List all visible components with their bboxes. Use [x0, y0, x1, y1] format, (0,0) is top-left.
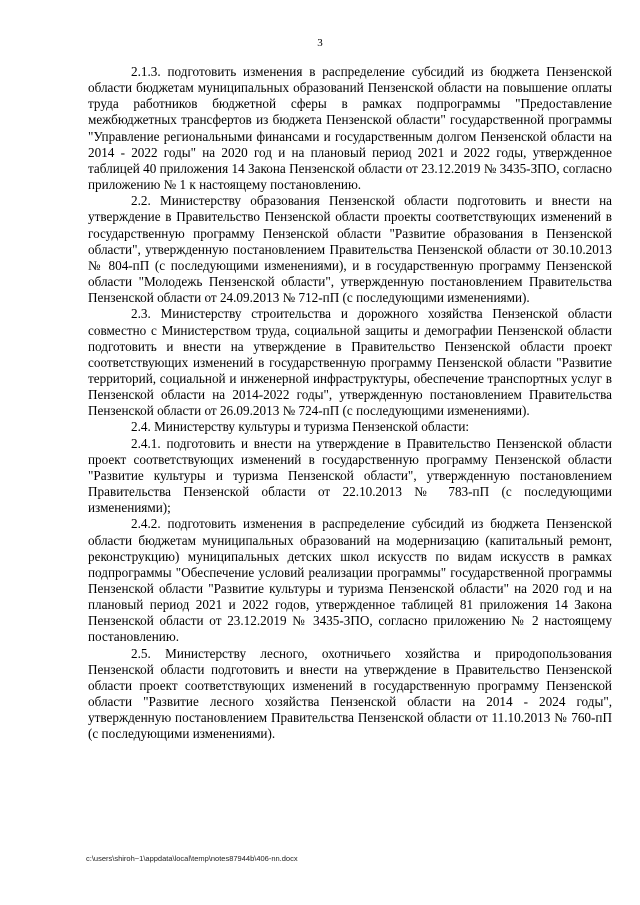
paragraph-2-3: 2.3. Министерству строительства и дорожного хозяйства Пензенской области совместно с Министерством труда, социальной защиты и демографии Пензенской области подготовить и внести на утверждение в Правительство Пензенской области проект соответствующих изменений в государственную программу Пензенской области "Развитие территорий, социальной и инженерной инфраструктуры, обеспечение транспортных услуг в Пензенской области на 2014-2022 годы", утвержденную постановлением Правительства Пензенской области от 26.09.2013 № 724-пП (с последующими изменениями).	[88, 306, 612, 419]
paragraph-2-1-3: 2.1.3. подготовить изменения в распределение субсидий из бюджета Пензенской области бюджетам муниципальных образований Пензенской области на повышение оплаты труда работников бюджетной сферы в рамках подпрограммы "Предоставление межбюджетных трансфертов из бюджета Пензенской области" государственной программы "Управление региональными финансами и государственным долгом Пензенской области на 2014 - 2022 годы" на 2020 год и на плановый период 2021 и 2022 годы, утвержденное таблицей 40 приложения 14 Закона Пензенской области от 23.12.2019 № 3435-ЗПО, согласно приложению № 1 к настоящему постановлению.	[88, 64, 612, 193]
paragraph-2-5: 2.5. Министерству лесного, охотничьего хозяйства и природопользования Пензенской области подготовить и внести на утверждение в Правительство Пензенской области проект соответствующих изменений в государственную программу Пензенской области "Развитие лесного хозяйства Пензенской области на 2014 - 2024 годы", утвержденную постановлением Правительства Пензенской области от 11.10.2013 № 760-пП (с последующими изменениями).	[88, 645, 612, 742]
paragraph-2-2: 2.2. Министерству образования Пензенской области подготовить и внести на утверждение в Правительство Пензенской области проекты соответствующих изменений в государственную программу Пензенской области "Развитие образования в Пензенской области", утвержденную постановлением Правительства Пензенской области от 30.10.2013 № 804-пП (с последующими изменениями), и в государственную программу Пензенской области "Молодежь Пензенской области", утвержденную постановлением Правительства Пензенской области от 24.09.2013 № 712-пП (с последующими изменениями).	[88, 193, 612, 306]
footer-file-path: c:\users\shiroh~1\appdata\local\temp\notes87944b\406-nn.docx	[86, 854, 298, 863]
paragraph-2-4: 2.4. Министерству культуры и туризма Пензенской области:	[131, 419, 470, 435]
paragraph-2-4-2: 2.4.2. подготовить изменения в распределение субсидий из бюджета Пензенской области бюджетам муниципальных образований на модернизацию (капитальный ремонт, реконструкцию) муниципальных детских школ искусств по видам искусств в рамках подпрограммы "Обеспечение условий реализации программы" государственной программы Пензенской области "Развитие культуры и туризма Пензенской области" на 2020 год и на плановый период 2021 и 2022 годов, утвержденное таблицей 81 приложения 14 Закона Пензенской области от 23.12.2019 № 3435-ЗПО, согласно приложению № 2 настоящему постановлению.	[88, 516, 612, 645]
document-body	[88, 64, 612, 743]
page-number: 3	[317, 37, 323, 49]
paragraph-2-4-1: 2.4.1. подготовить и внести на утверждение в Правительство Пензенской области проект соответствующих изменений в государственную программу Пензенской области "Развитие культуры и туризма Пензенской области", утвержденную постановлением Правительства Пензенской области от 22.10.2013 № 783-пП (с последующими изменениями);	[88, 435, 612, 516]
